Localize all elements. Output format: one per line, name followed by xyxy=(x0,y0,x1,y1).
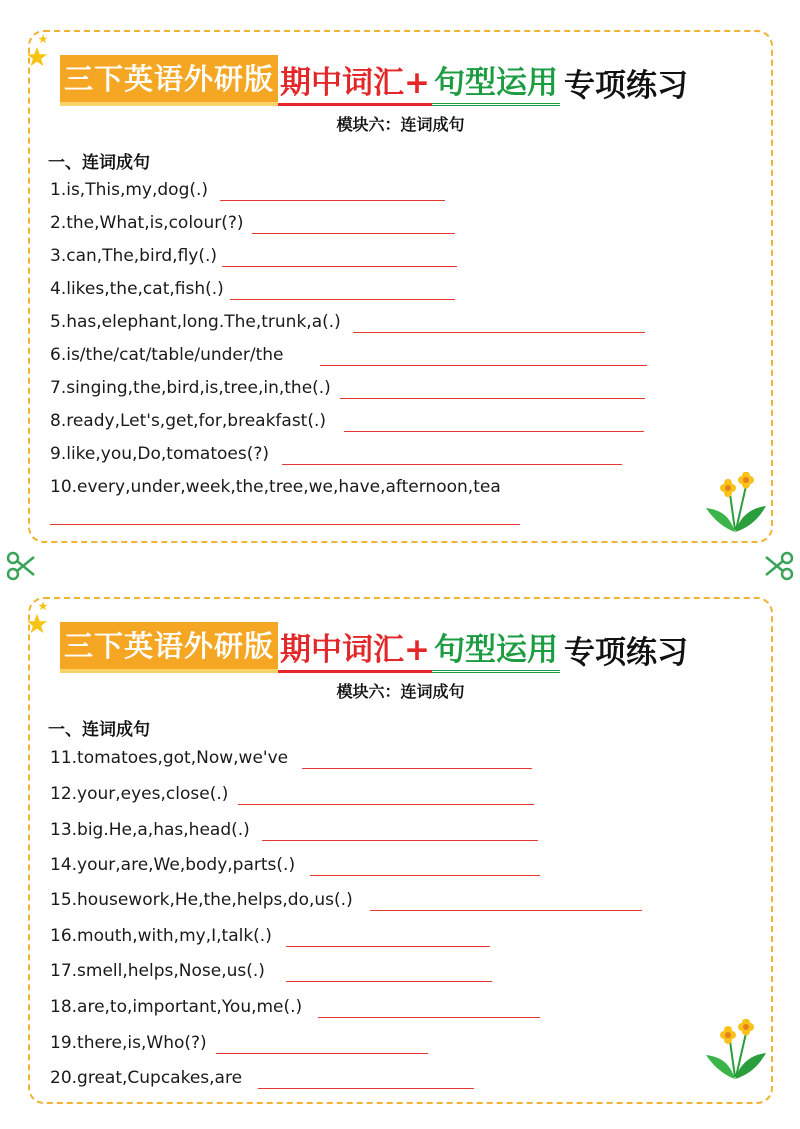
question-text: 16.mouth,with,my,I,talk(.) xyxy=(50,926,272,946)
question-text: 15.housework,He,the,helps,do,us(.) xyxy=(50,890,353,910)
answer-line[interactable] xyxy=(370,910,642,911)
question-text: 18.are,to,important,You,me(.) xyxy=(50,997,303,1017)
question-text: 12.your,eyes,close(.) xyxy=(50,784,229,804)
flower-icon xyxy=(700,472,770,534)
section-heading: 一、连词成句 xyxy=(48,153,150,173)
answer-line[interactable] xyxy=(262,840,538,841)
module-heading: 模块六：连词成句 xyxy=(336,115,465,134)
question-text: 13.big.He,a,has,head(.) xyxy=(50,820,250,840)
title-sentence: 句型运用 xyxy=(432,630,560,673)
module-heading: 模块六：连词成句 xyxy=(336,682,465,701)
question-text: 5.has,elephant,long.The,trunk,a(.) xyxy=(50,312,341,332)
title-practice: 专项练习 xyxy=(564,68,688,104)
answer-line[interactable] xyxy=(353,332,645,333)
title-publisher: 三下英语外研版 xyxy=(60,622,278,673)
worksheet-title xyxy=(60,625,688,673)
flower-icon xyxy=(700,1019,770,1081)
star-icon xyxy=(26,613,48,635)
question-text: 17.smell,helps,Nose,us(.) xyxy=(50,961,265,981)
question-text: 1.is,This,my,dog(.) xyxy=(50,180,209,200)
title-publisher: 三下英语外研版 xyxy=(60,55,278,106)
answer-line[interactable] xyxy=(216,1053,428,1054)
title-sentence: 句型运用 xyxy=(432,63,560,106)
answer-line[interactable] xyxy=(320,365,647,366)
star-icon xyxy=(38,34,48,44)
answer-line[interactable] xyxy=(302,768,532,769)
question-text: 10.every,under,week,the,tree,we,have,afternoon,tea xyxy=(50,477,501,497)
star-icon xyxy=(26,46,48,68)
question-text: 4.likes,the,cat,fish(.) xyxy=(50,279,224,299)
question-text: 3.can,The,bird,fly(.) xyxy=(50,246,218,266)
scissors-icon xyxy=(6,551,36,581)
answer-line[interactable] xyxy=(50,524,520,525)
question-text: 6.is/the/cat/table/under/the xyxy=(50,345,284,365)
question-text: 20.great,Cupcakes,are xyxy=(50,1068,243,1088)
answer-line[interactable] xyxy=(282,464,622,465)
worksheet-card-2 xyxy=(28,597,773,1104)
answer-line[interactable] xyxy=(286,946,490,947)
question-text: 7.singing,the,bird,is,tree,in,the(.) xyxy=(50,378,331,398)
question-text: 8.ready,Let's,get,for,breakfast(.) xyxy=(50,411,327,431)
answer-line[interactable] xyxy=(230,299,455,300)
answer-line[interactable] xyxy=(222,266,457,267)
question-text: 9.like,you,Do,tomatoes(?) xyxy=(50,444,270,464)
worksheet-title xyxy=(60,58,688,106)
question-text: 14.your,are,We,body,parts(.) xyxy=(50,855,296,875)
answer-line[interactable] xyxy=(318,1017,540,1018)
title-practice: 专项练习 xyxy=(564,635,688,671)
title-vocab: 期中词汇+ xyxy=(278,630,432,673)
answer-line[interactable] xyxy=(252,233,455,234)
answer-line[interactable] xyxy=(344,431,644,432)
answer-line[interactable] xyxy=(286,981,492,982)
question-text: 11.tomatoes,got,Now,we've xyxy=(50,748,289,768)
answer-line[interactable] xyxy=(258,1088,474,1089)
answer-line[interactable] xyxy=(340,398,645,399)
answer-line[interactable] xyxy=(310,875,540,876)
scissors-icon xyxy=(764,551,794,581)
worksheet-card-1 xyxy=(28,30,773,543)
answer-line[interactable] xyxy=(238,804,534,805)
question-text: 19.there,is,Who(?) xyxy=(50,1033,207,1053)
question-text: 2.the,What,is,colour(?) xyxy=(50,213,244,233)
star-icon xyxy=(38,601,48,611)
answer-line[interactable] xyxy=(220,200,445,201)
section-heading: 一、连词成句 xyxy=(48,720,150,740)
title-vocab: 期中词汇+ xyxy=(278,63,432,106)
